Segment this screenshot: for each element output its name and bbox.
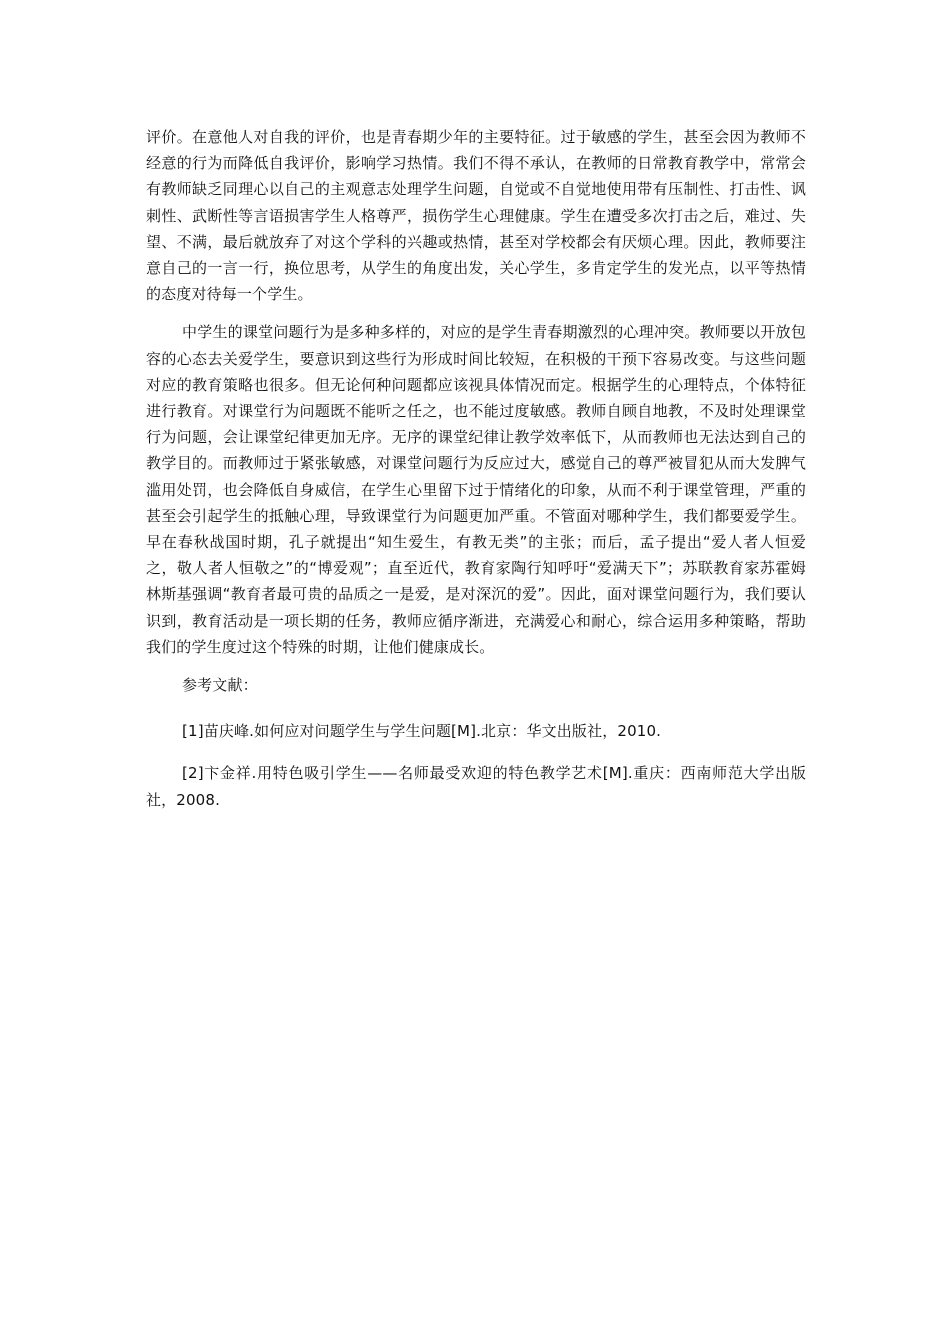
paragraph-continuation: 评价。在意他人对自我的评价，也是青春期少年的主要特征。过于敏感的学生，甚至会因为教师不经意的行为而降低自我评价，影响学习热情。我们不得不承认，在教师的日常教育教学中，常常会有教师缺乏同理心以自己的主观意志处理学生问题，自觉或不自觉地使用带有压制性、打击性、讽刺性、武断性等言语损害学生人格尊严，损伤学生心理健康。学生在遭受多次打击之后，难过、失望、不满，最后就放弃了对这个学科的兴趣或热情，甚至对学校都会有厌烦心理。因此，教师要注意自己的一言一行，换位思考，从学生的角度出发，关心学生，多肯定学生的发光点，以平等热情的态度对待每一个学生。 bbox=[146, 128, 806, 304]
document-page bbox=[146, 124, 806, 829]
references-heading: 参考文献： bbox=[182, 676, 258, 695]
reference-item: [2]卞金祥.用特色吸引学生——名师最受欢迎的特色教学艺术[M].重庆：西南师范大学出版社，2008. bbox=[146, 764, 806, 809]
reference-item: [1]苗庆峰.如何应对问题学生与学生问题[M].北京：华文出版社，2010. bbox=[182, 722, 662, 741]
paragraph-classroom-behavior: 中学生的课堂问题行为是多种多样的，对应的是学生青春期激烈的心理冲突。教师要以开放包容的心态去关爱学生，要意识到这些行为形成时间比较短，在积极的干预下容易改变。与这些问题对应的教育策略也很多。但无论何种问题都应该视具体情况而定。根据学生的心理特点，个体特征进行教育。对课堂行为问题既不能听之任之，也不能过度敏感。教师自顾自地教，不及时处理课堂行为问题，会让课堂纪律更加无序。无序的课堂纪律让教学效率低下，从而教师也无法达到自己的教学目的。而教师过于紧张敏感，对课堂问题行为反应过大，感觉自己的尊严被冒犯从而大发脾气滥用处罚，也会降低自身威信，在学生心里留下过于情绪化的印象，从而不利于课堂管理，严重的甚至会引起学生的抵触心理，导致课堂行为问题更加严重。不管面对哪种学生，我们都要爱学生。早在春秋战国时期，孔子就提出“知生爱生，有教无类”的主张；而后，孟子提出“爱人者人恒爱之，敬人者人恒敬之”的“博爱观”；直至近代，教育家陶行知呼吁“爱满天下”；苏联教育家苏霍姆林斯基强调“教育者最可贵的品质之一是爱，是对深沉的爱”。因此，面对课堂问题行为，我们要认识到，教育活动是一项长期的任务，教师应循序渐进，充满爱心和耐心，综合运用多种策略，帮助我们的学生度过这个特殊的时期，让他们健康成长。 bbox=[146, 323, 806, 656]
